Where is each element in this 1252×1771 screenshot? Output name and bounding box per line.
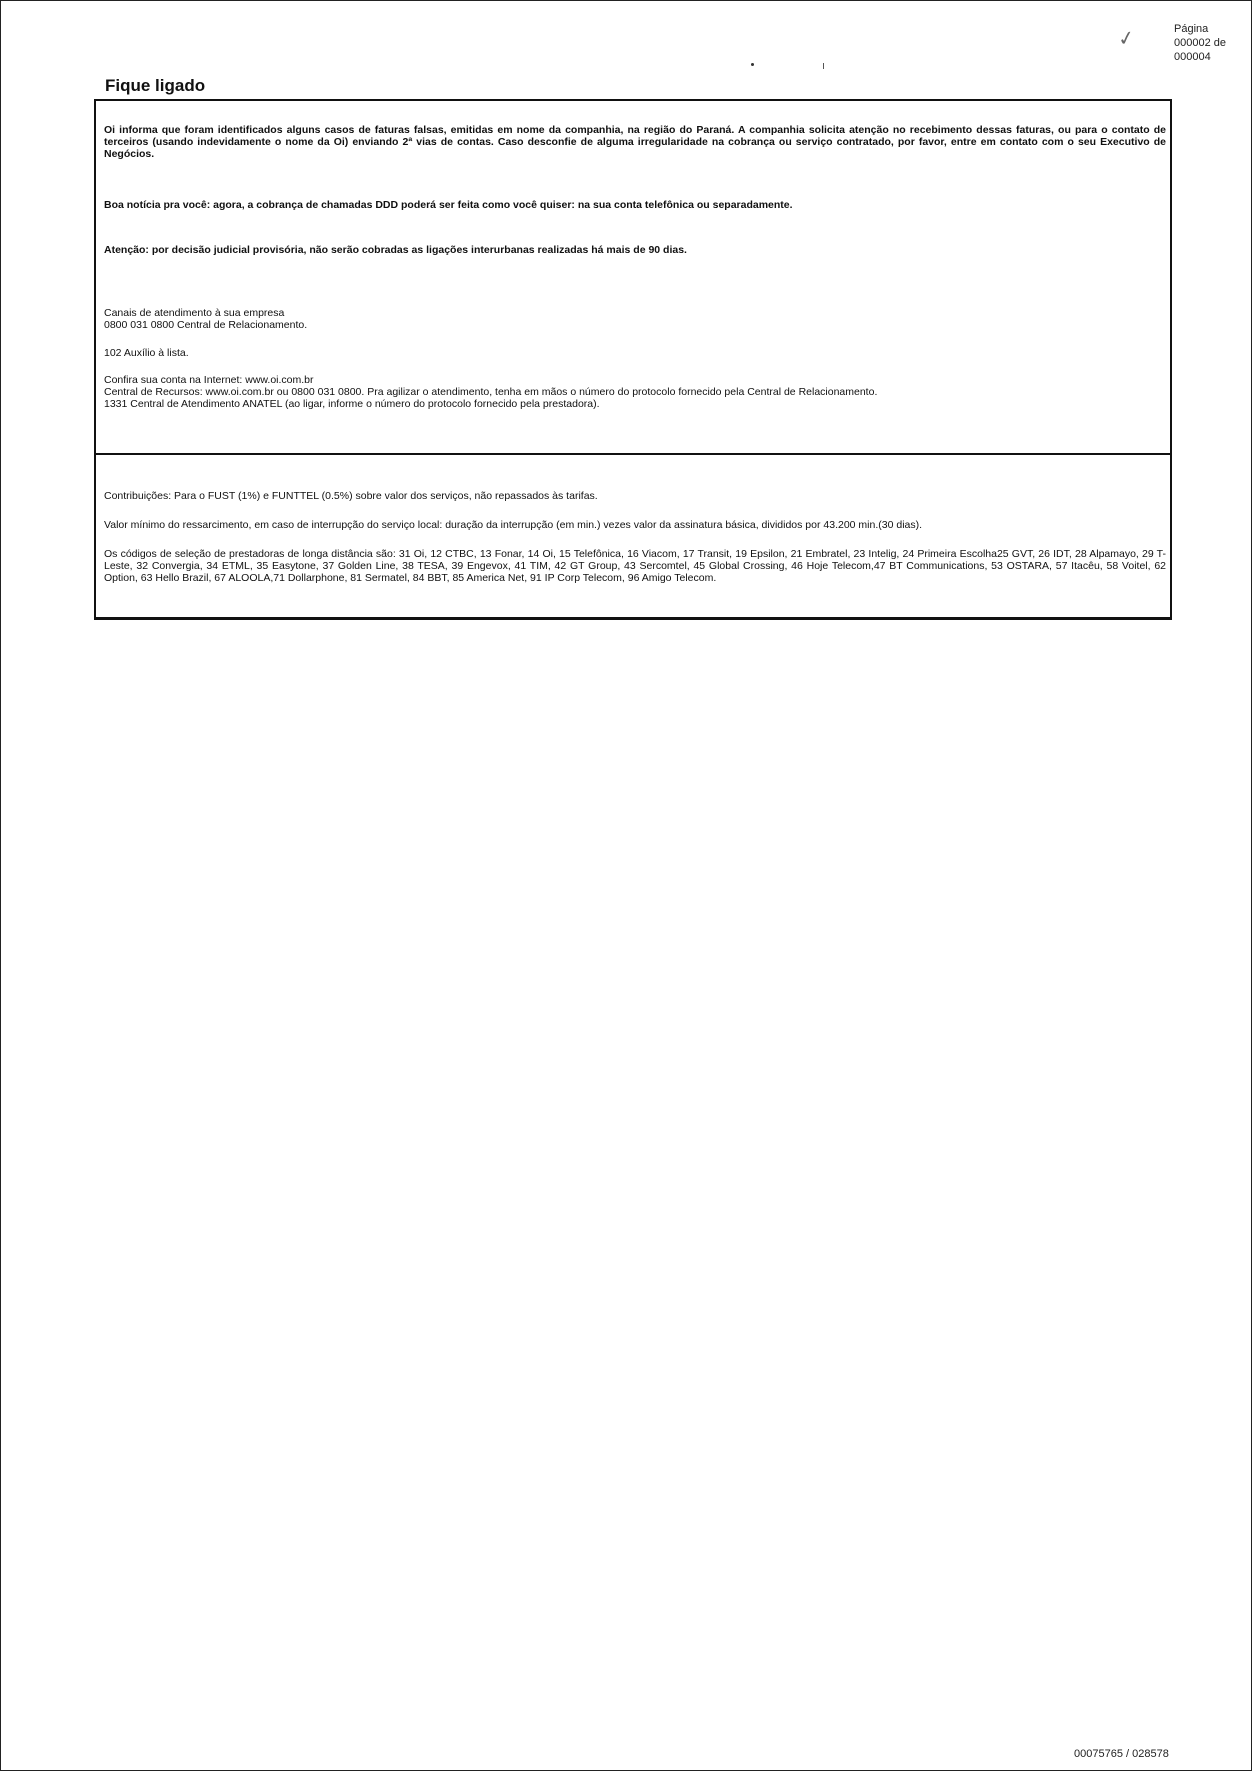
notice-atencao: Atenção: por decisão judicial provisória, não serão cobradas as ligações interurbanas realizadas há mais de 90 dias. — [104, 244, 687, 256]
notice-boa-noticia: Boa notícia pra você: agora, a cobrança de chamadas DDD poderá ser feita como você quiser: na sua conta telefônica ou separadamente. — [104, 199, 793, 211]
confira-internet: Confira sua conta na Internet: www.oi.com.br — [104, 374, 314, 386]
notice-auxilio: 102 Auxílio à lista. — [104, 347, 189, 359]
page-label: Página — [1174, 23, 1209, 35]
box-divider — [96, 453, 1170, 455]
confira-recursos: Central de Recursos: www.oi.com.br ou 0800 031 0800. Pra agilizar o atendimento, tenha em mãos o número do protocolo fornecido pela Central de Relacionamento. — [104, 386, 878, 398]
notice-faturas-falsas: Oi informa que foram identificados alguns casos de faturas falsas, emitidas em nome da companhia, na região do Paraná. A companhia solicita atenção no recebimento dessas faturas, ou para o contato de terceiros (usando indevidamente o nome da Oi) enviando 2ª vias de contas. Caso desconfie de alguma irregularidade na cobrança ou serviço contratado, por favor, entre em contato com o seu Executivo de Negócios. — [104, 124, 1166, 160]
confira-anatel: 1331 Central de Atendimento ANATEL (ao ligar, informe o número do protocolo fornecido pela prestadora). — [104, 398, 600, 410]
canais-phone: 0800 031 0800 Central de Relacionamento. — [104, 319, 308, 331]
footnote-contribuicoes: Contribuições: Para o FUST (1%) e FUNTTEL (0.5%) sobre valor dos serviços, não repassados às tarifas. — [104, 490, 598, 502]
page-total: 000004 — [1174, 51, 1211, 63]
footnote-codigos: Os códigos de seleção de prestadoras de longa distância são: 31 Oi, 12 CTBC, 13 Fonar, 14 Oi, 15 Telefônica, 16 Viacom, 17 Transit, 19 Epsilon, 21 Embratel, 23 Intelig, 24 Primeira Escolha25 GVT, 26 IDT, 28 Alpamayo, 29 T-Leste, 32 Convergia, 34 ETML, 35 Easytone, 37 Golden Line, 38 TESA, 39 Engevox, 41 TIM, 42 GT Group, 43 Sercomtel, 45 Global Crossing, 46 Hoje Telecom,47 BT Communications, 53 OSTARA, 57 Itacêu, 58 Voitel, 62 Option, 63 Hello Brazil, 67 ALOOLA,71 Dollarphone, 81 Sermatel, 84 BBT, 85 America Net, 91 IP Corp Telecom, 96 Amigo Telecom. — [104, 548, 1166, 584]
document-id: 00075765 / 028578 — [1074, 1748, 1169, 1760]
section-title: Fique ligado — [105, 76, 206, 95]
check-mark-icon: ✓ — [1116, 26, 1137, 52]
notice-confira — [104, 374, 1166, 410]
page-current: 000002 de — [1174, 37, 1226, 49]
scan-artifact-tick — [823, 63, 824, 69]
page-number — [1174, 22, 1226, 64]
footnote-valor-minimo: Valor mínimo do ressarcimento, em caso de interrupção do serviço local: duração da interrupção (em min.) vezes valor da assinatura básica, divididos por 43.200 min.(30 dias). — [104, 519, 923, 531]
notice-canais — [104, 307, 1166, 331]
scan-artifact-dot — [751, 63, 754, 66]
canais-title: Canais de atendimento à sua empresa — [104, 307, 285, 319]
notice-box — [94, 99, 1172, 620]
